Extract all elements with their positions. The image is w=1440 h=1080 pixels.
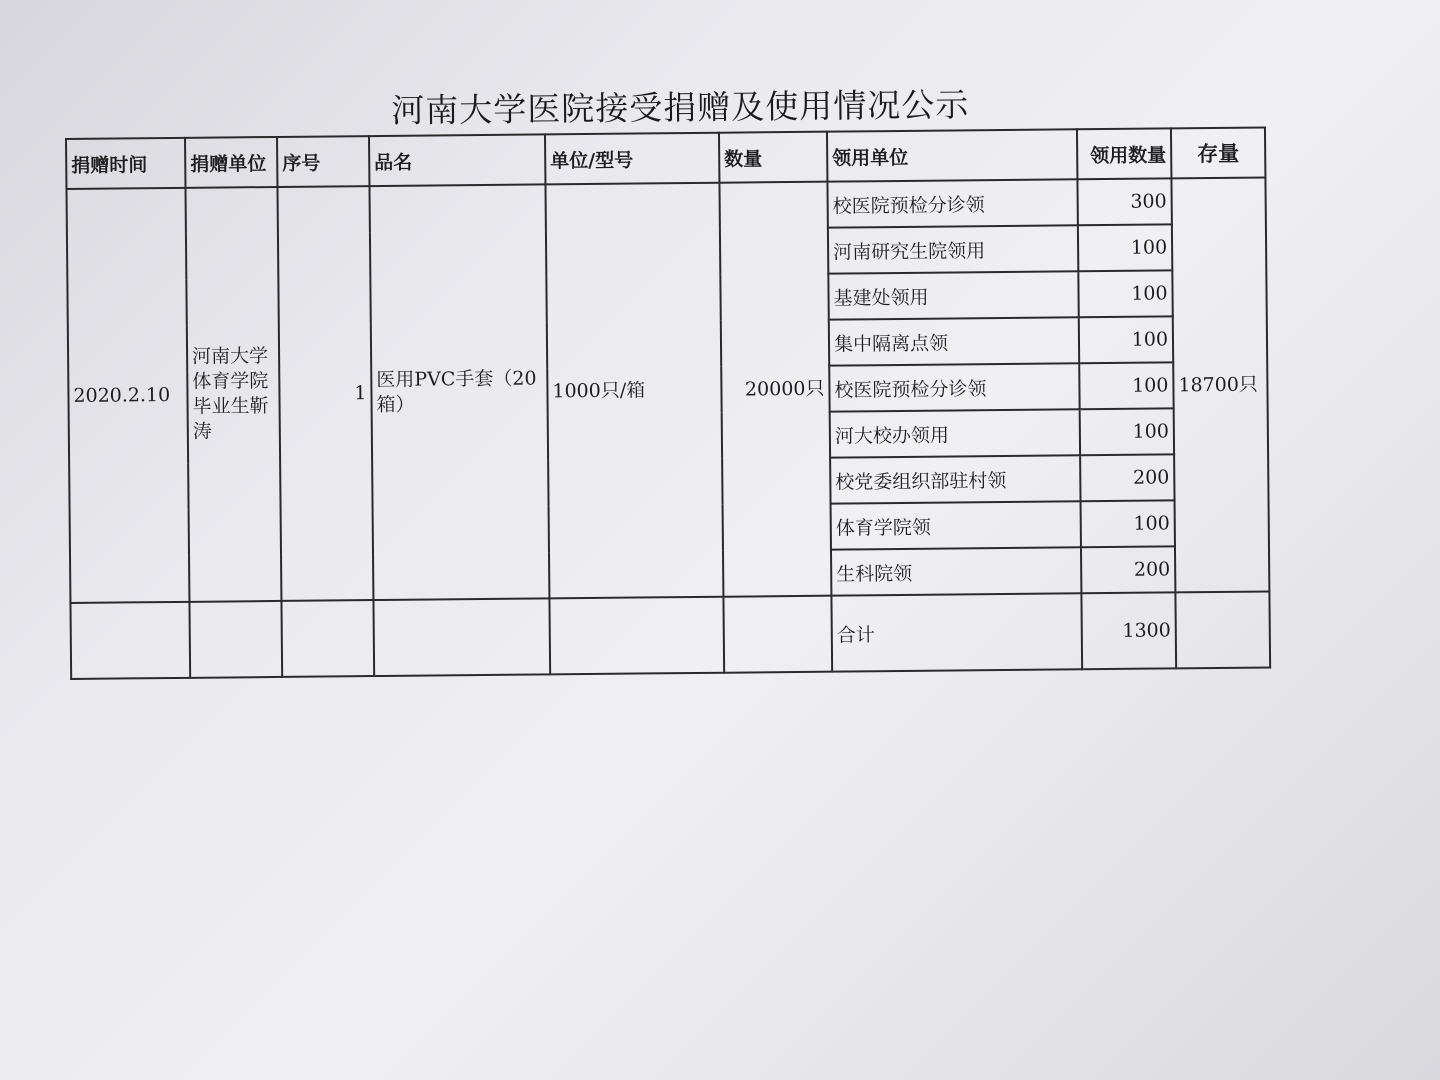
donor-name: 河南大学体育学院毕业生靳涛 [185, 187, 281, 602]
recipient-unit: 河大校办领用 [830, 409, 1080, 457]
header-unit-model: 单位/型号 [545, 133, 719, 185]
header-item: 品名 [369, 134, 545, 186]
donation-table-wrapper [65, 126, 1271, 680]
seq-number: 1 [277, 186, 373, 601]
total-quantity: 1300 [1081, 592, 1176, 669]
donation-table [65, 126, 1271, 680]
empty-cell [189, 601, 282, 678]
total-row [70, 591, 1270, 679]
header-seq: 序号 [277, 136, 369, 187]
recipient-unit: 河南研究生院领用 [828, 225, 1078, 273]
header-recipient: 领用单位 [827, 129, 1077, 181]
used-quantity: 300 [1077, 178, 1171, 225]
recipient-unit: 基建处领用 [828, 271, 1078, 319]
empty-cell [549, 597, 724, 675]
unit-model: 1000只/箱 [545, 183, 723, 599]
recipient-unit: 体育学院领 [831, 501, 1081, 549]
used-quantity: 100 [1078, 270, 1172, 317]
header-stock: 存量 [1171, 127, 1265, 178]
document-title: 河南大学医院接受捐赠及使用情况公示 [391, 84, 970, 131]
empty-cell [70, 602, 190, 679]
donation-date: 2020.2.10 [66, 188, 189, 603]
header-date: 捐赠时间 [66, 138, 185, 189]
used-quantity: 100 [1079, 316, 1173, 363]
recipient-unit: 校党委组织部驻村领 [830, 455, 1080, 503]
recipient-unit: 生科院领 [831, 547, 1081, 595]
total-label: 合计 [831, 593, 1082, 671]
header-used-qty: 领用数量 [1077, 128, 1171, 179]
used-quantity: 100 [1080, 408, 1174, 455]
header-quantity: 数量 [719, 132, 827, 183]
header-donor: 捐赠单位 [185, 137, 277, 188]
empty-cell [373, 598, 550, 676]
used-quantity: 100 [1081, 500, 1175, 547]
used-quantity: 100 [1078, 224, 1172, 271]
recipient-unit: 集中隔离点领 [829, 317, 1079, 365]
used-quantity: 200 [1080, 454, 1174, 501]
stock-quantity: 18700只 [1171, 177, 1269, 592]
empty-cell [723, 596, 832, 673]
used-quantity: 200 [1081, 546, 1175, 593]
recipient-unit: 校医院预检分诊领 [827, 179, 1077, 227]
empty-cell [1175, 591, 1270, 668]
used-quantity: 100 [1079, 362, 1173, 409]
item-name: 医用PVC手套（20箱） [369, 184, 549, 600]
empty-cell [281, 600, 374, 677]
donated-quantity: 20000只 [719, 182, 831, 597]
recipient-unit: 校医院预检分诊领 [829, 363, 1079, 411]
